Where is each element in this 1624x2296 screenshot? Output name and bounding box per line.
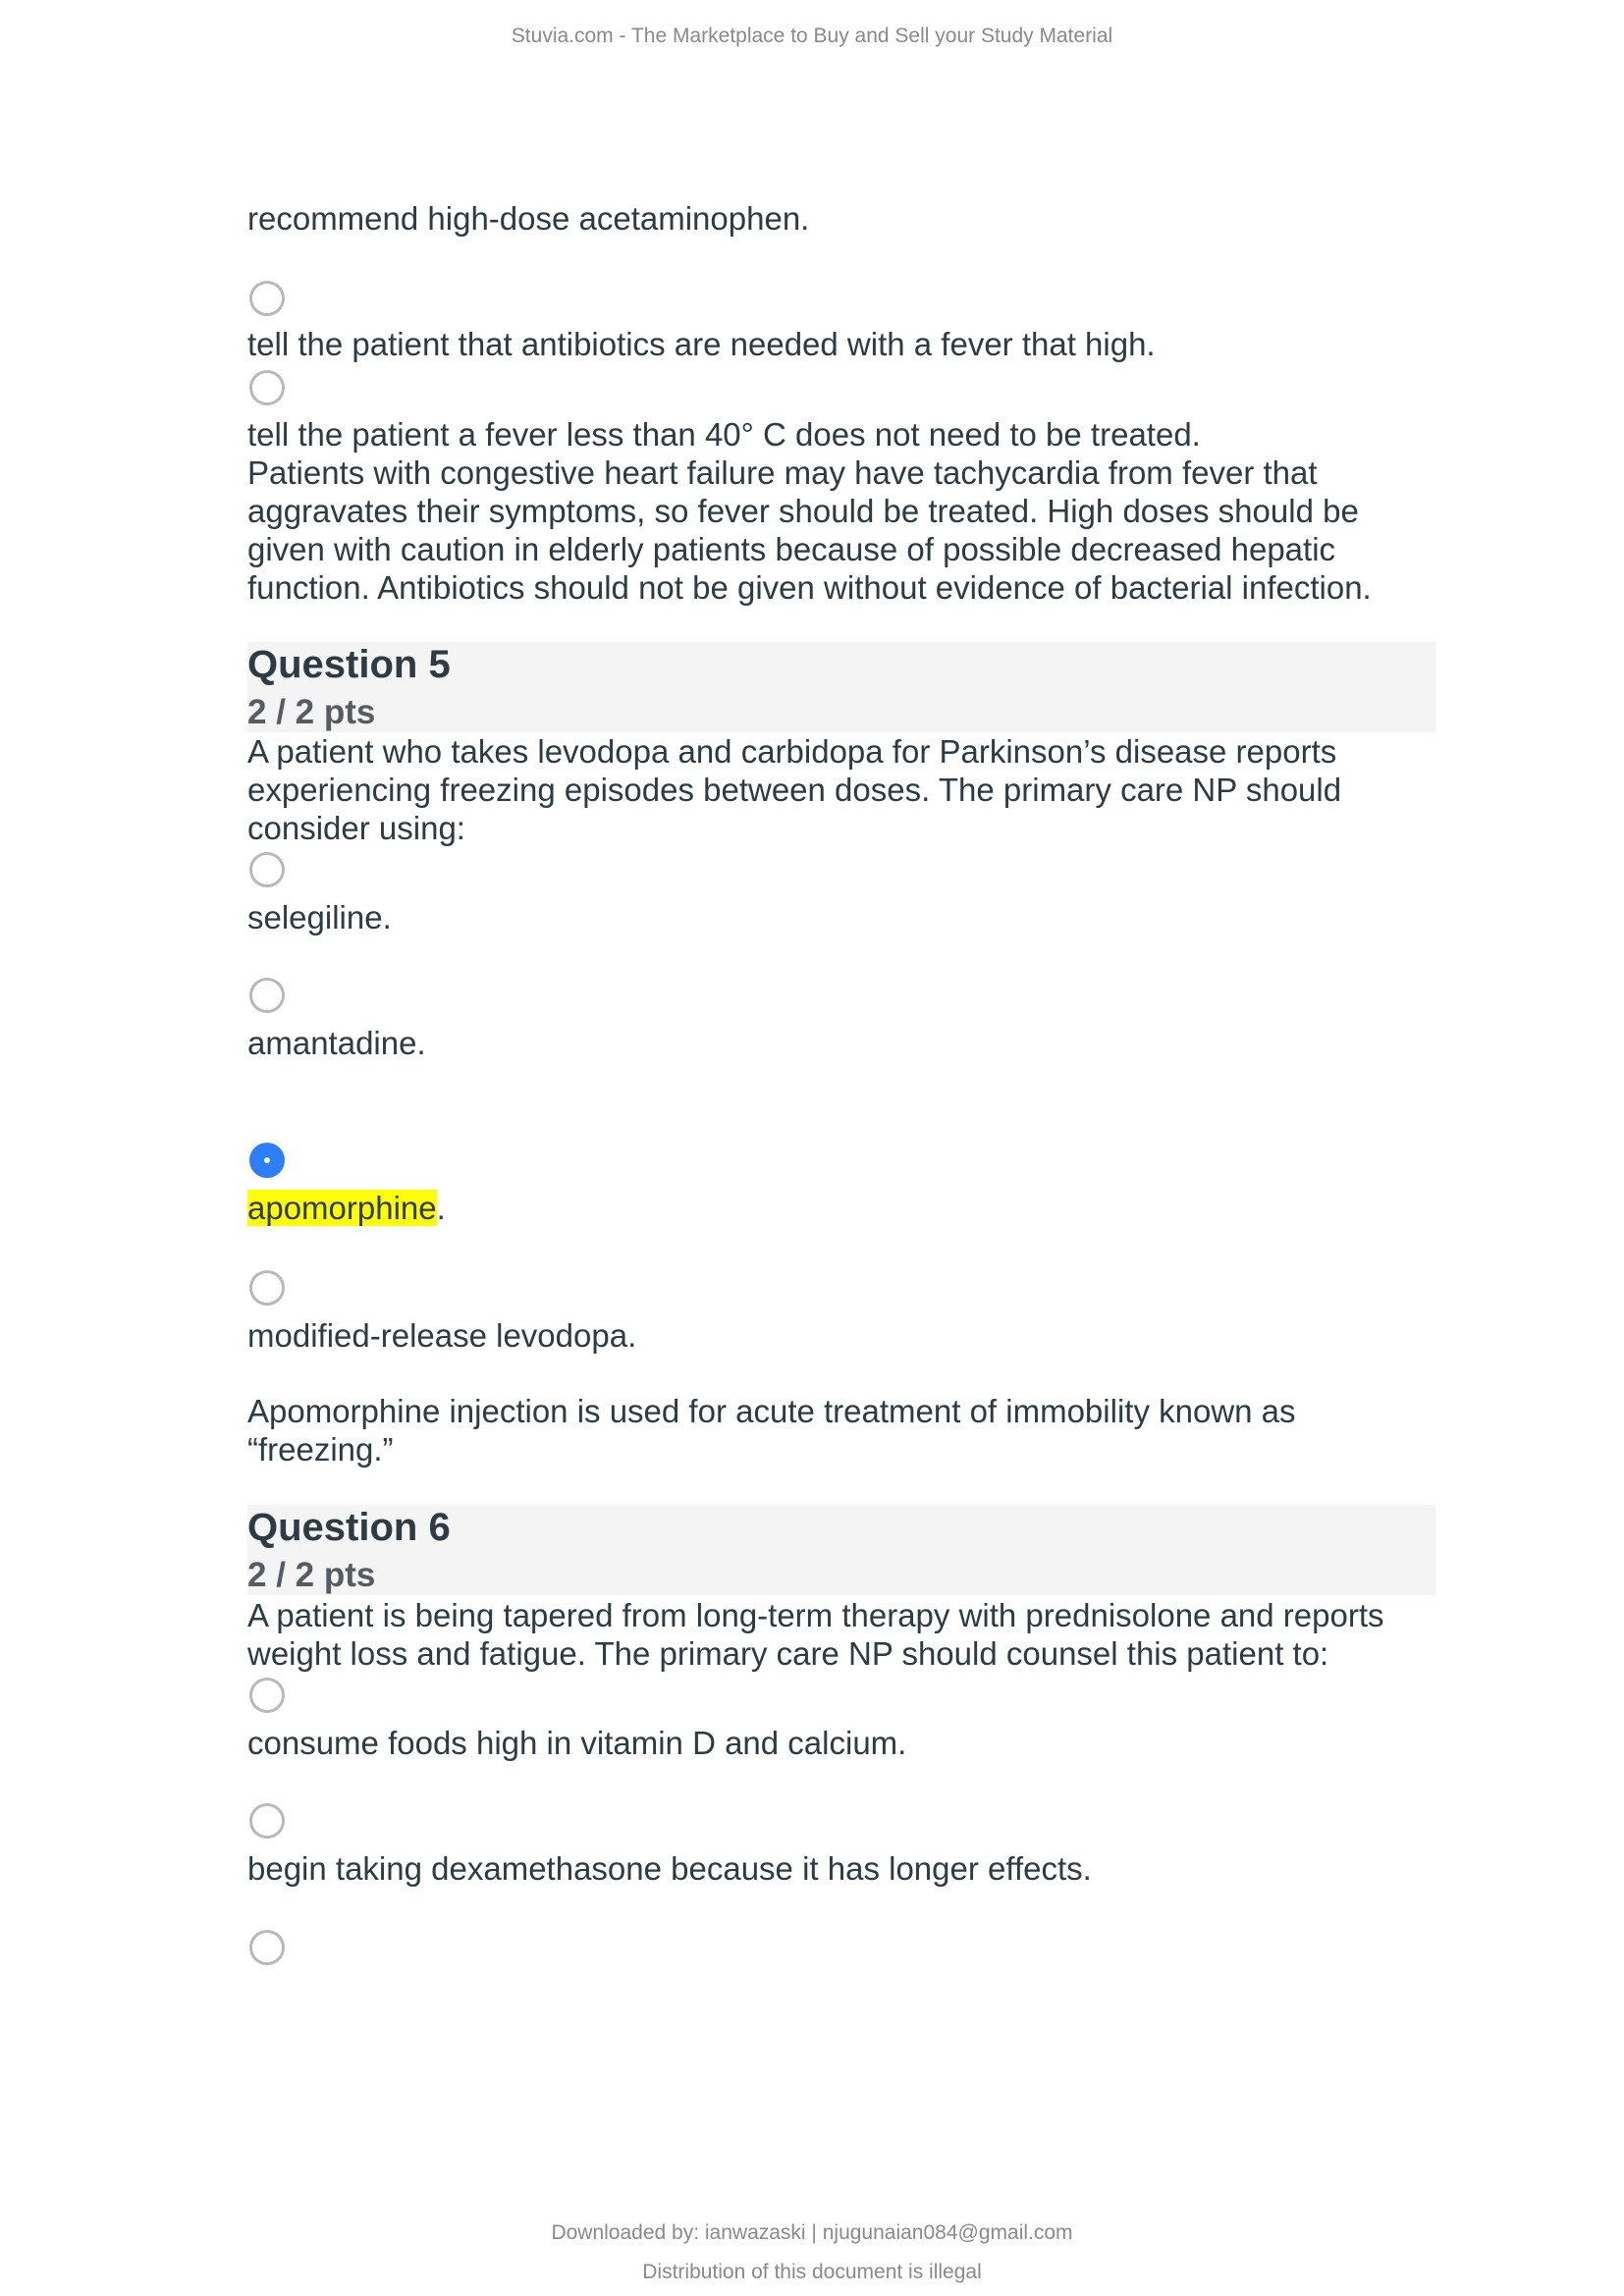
radio-button[interactable] [249, 370, 285, 405]
option-label: tell the patient a fever less than 40° C does not need to be treated. [247, 416, 1201, 453]
selected-answer-highlight: apomorphine [247, 1190, 437, 1226]
question-prompt: A patient is being tapered from long-term therapy with prednisolone and reports weight loss and fatigue. The primary care NP should counsel this patient to: [247, 1597, 1384, 1672]
option-label: begin taking dexamethasone because it has longer effects. [247, 1850, 1092, 1887]
radio-button[interactable] [249, 978, 285, 1013]
radio-button[interactable] [249, 1270, 285, 1306]
option-label-suffix: . [436, 1190, 446, 1226]
option-label: modified-release levodopa. [247, 1317, 637, 1354]
question-points: 2 / 2 pts [247, 1556, 376, 1594]
radio-button[interactable] [249, 1930, 285, 1965]
question-title: Question 5 [247, 643, 451, 686]
question-prompt: A patient who takes levodopa and carbidopa for Parkinson’s disease reports experiencing freezing episodes between doses. The primary care NP should consider using: [247, 733, 1342, 846]
option-label: tell the patient that antibiotics are needed with a fever that high. [247, 326, 1156, 362]
radio-button[interactable] [249, 1803, 285, 1839]
download-info: Downloaded by: ianwazaski | njugunaian084@gmail.com [551, 2221, 1073, 2244]
radio-button-selected[interactable] [249, 1143, 285, 1178]
question-points: 2 / 2 pts [247, 693, 376, 731]
option-label: amantadine. [247, 1025, 426, 1061]
option-label-selected [247, 1189, 446, 1227]
radio-button[interactable] [249, 281, 285, 316]
option-label: consume foods high in vitamin D and calcium. [247, 1725, 907, 1761]
radio-button[interactable] [249, 852, 285, 887]
option-label: selegiline. [247, 899, 392, 935]
question-title: Question 6 [247, 1506, 451, 1549]
option-label: recommend high-dose acetaminophen. [247, 200, 810, 237]
answer-explanation: Patients with congestive heart failure may have tachycardia from fever that aggravates their symptoms, so fever should be treated. High doses should be given with caution in elderly patients because of possible decreased hepatic function. Antibiotics should not be given without evidence of bacterial infection. [247, 454, 1372, 606]
header-watermark: Stuvia.com - The Marketplace to Buy and Sell your Study Material [511, 25, 1113, 47]
answer-explanation: Apomorphine injection is used for acute treatment of immobility known as “freezing.” [247, 1393, 1296, 1468]
radio-button[interactable] [249, 1678, 285, 1713]
distribution-notice: Distribution of this document is illegal [642, 2261, 982, 2283]
